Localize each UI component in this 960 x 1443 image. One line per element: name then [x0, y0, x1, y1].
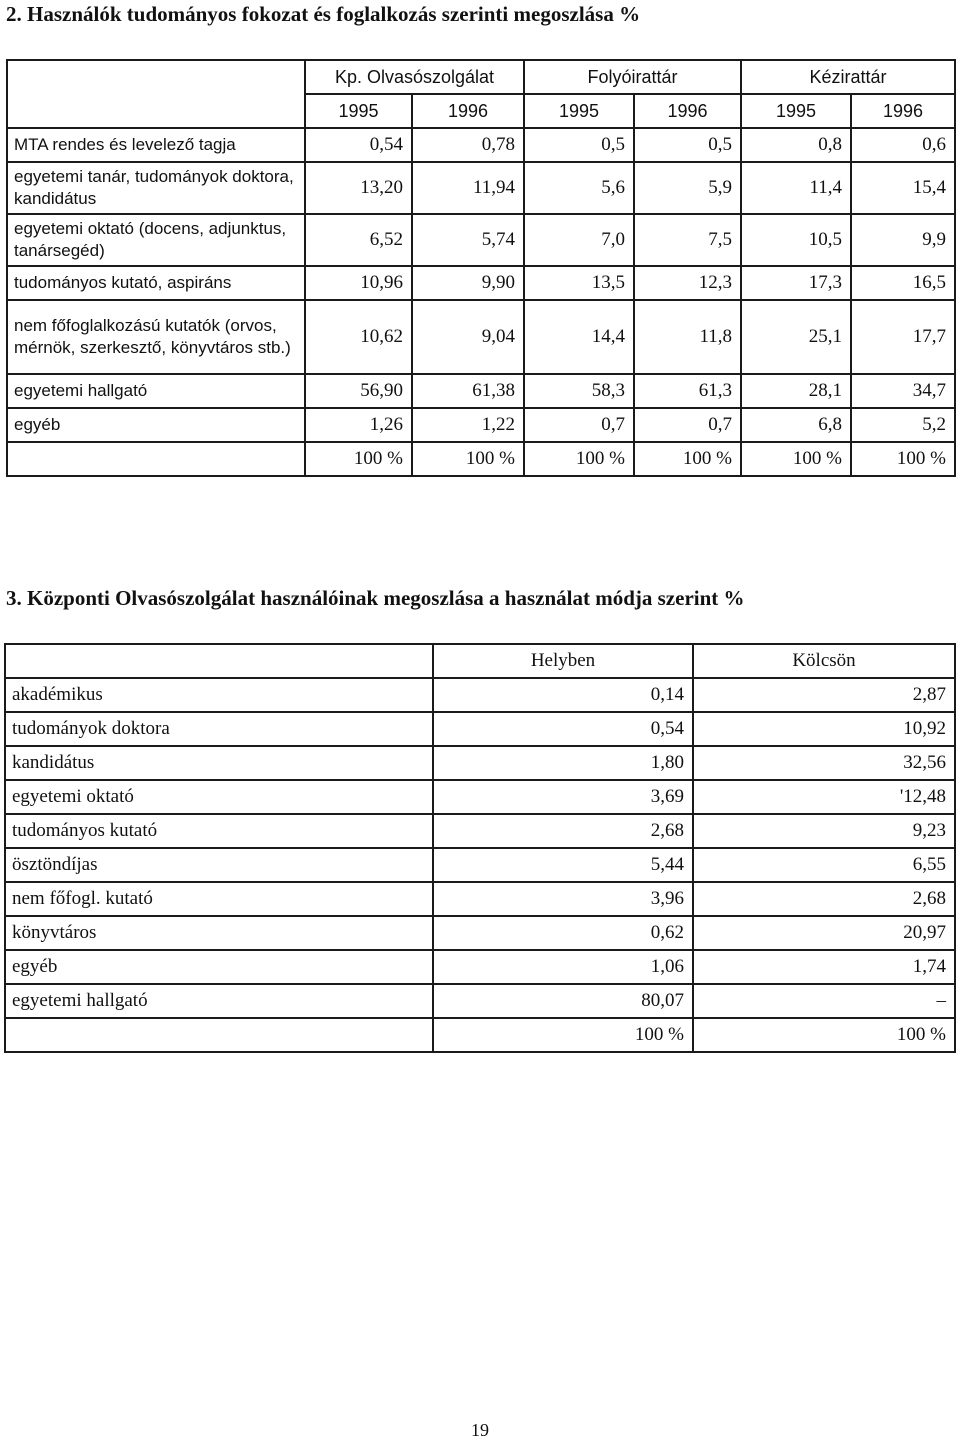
cell-value: 6,55 — [693, 848, 955, 882]
cell-value: 17,3 — [741, 266, 851, 300]
cell-value: 1,26 — [305, 408, 412, 442]
page-number: 19 — [471, 1420, 489, 1440]
cell-value: 56,90 — [305, 374, 412, 408]
cell-value: 0,78 — [412, 128, 524, 162]
cell-value: 7,5 — [634, 214, 741, 266]
cell-value: 9,9 — [851, 214, 955, 266]
cell-value: 17,7 — [851, 300, 955, 374]
year-header: 1995 — [741, 94, 851, 128]
table-row — [5, 916, 955, 950]
total-value: 100 % — [741, 442, 851, 476]
table-row — [5, 814, 955, 848]
total-value: 100 % — [524, 442, 634, 476]
cell-value: 2,87 — [693, 678, 955, 712]
cell-value: 12,3 — [634, 266, 741, 300]
table2-totals-row — [5, 1018, 955, 1052]
year-header: 1996 — [634, 94, 741, 128]
table-row — [7, 128, 955, 162]
cell-value: 9,23 — [693, 814, 955, 848]
cell-value: 15,4 — [851, 162, 955, 214]
cell-value: 10,92 — [693, 712, 955, 746]
year-header: 1995 — [524, 94, 634, 128]
cell-value: 5,6 — [524, 162, 634, 214]
cell-value: 0,8 — [741, 128, 851, 162]
table-row — [5, 882, 955, 916]
table-row — [7, 300, 955, 374]
cell-value: 0,54 — [433, 712, 693, 746]
cell-value: 61,38 — [412, 374, 524, 408]
cell-value: 0,54 — [305, 128, 412, 162]
cell-value: '12,48 — [693, 780, 955, 814]
cell-value: 58,3 — [524, 374, 634, 408]
table1-corner-cell — [7, 60, 305, 128]
table-row — [5, 984, 955, 1018]
cell-value: 5,9 — [634, 162, 741, 214]
cell-value: 0,7 — [634, 408, 741, 442]
cell-value: 7,0 — [524, 214, 634, 266]
group-header: Folyóirattár — [524, 60, 741, 94]
cell-value: 0,6 — [851, 128, 955, 162]
total-value: 100 % — [634, 442, 741, 476]
table-row — [5, 848, 955, 882]
cell-value: 11,8 — [634, 300, 741, 374]
row-label: egyetemi hallgató — [7, 374, 305, 408]
table-row — [7, 214, 955, 266]
cell-value: 5,74 — [412, 214, 524, 266]
table-row — [7, 266, 955, 300]
cell-value: 0,14 — [433, 678, 693, 712]
cell-value: 32,56 — [693, 746, 955, 780]
cell-value: 1,80 — [433, 746, 693, 780]
cell-value: 16,5 — [851, 266, 955, 300]
column-header: Helyben — [433, 644, 693, 678]
row-label: nem főfoglalkozású kutatók (orvos, mérnök, szerkesztő, könyvtáros stb.) — [7, 300, 305, 374]
total-value: 100 % — [305, 442, 412, 476]
table2-title: 3. Központi Olvasószolgálat használóinak megoszlása a használat módja szerint % — [6, 586, 745, 610]
cell-value: 13,20 — [305, 162, 412, 214]
row-label: egyetemi tanár, tudományok doktora, kandidátus — [7, 162, 305, 214]
year-header: 1996 — [851, 94, 955, 128]
cell-value: 80,07 — [433, 984, 693, 1018]
cell-value: 10,96 — [305, 266, 412, 300]
cell-value: 10,5 — [741, 214, 851, 266]
total-value: 100 % — [433, 1018, 693, 1052]
cell-value: 1,22 — [412, 408, 524, 442]
cell-value: 3,96 — [433, 882, 693, 916]
cell-value: 1,06 — [433, 950, 693, 984]
row-label: tudományok doktora — [5, 712, 433, 746]
cell-value: 13,5 — [524, 266, 634, 300]
table-usage-by-mode — [4, 643, 956, 1053]
table-row — [7, 408, 955, 442]
row-label: nem főfogl. kutató — [5, 882, 433, 916]
table2-header-row — [5, 644, 955, 678]
table-row — [5, 780, 955, 814]
row-label: MTA rendes és levelező tagja — [7, 128, 305, 162]
total-value: 100 % — [412, 442, 524, 476]
row-label: kandidátus — [5, 746, 433, 780]
row-label: egyetemi oktató — [5, 780, 433, 814]
row-label: akadémikus — [5, 678, 433, 712]
year-header: 1996 — [412, 94, 524, 128]
cell-value: 9,90 — [412, 266, 524, 300]
cell-value: 11,94 — [412, 162, 524, 214]
table1-totals-row — [7, 442, 955, 476]
table1-title: 2. Használók tudományos fokozat és foglalkozás szerinti megoszlása % — [6, 2, 641, 26]
cell-value: 11,4 — [741, 162, 851, 214]
cell-value: 10,62 — [305, 300, 412, 374]
cell-value: 5,2 — [851, 408, 955, 442]
cell-value: 3,69 — [433, 780, 693, 814]
totals-label-cell — [7, 442, 305, 476]
total-value: 100 % — [693, 1018, 955, 1052]
cell-value: 6,8 — [741, 408, 851, 442]
cell-value: 0,7 — [524, 408, 634, 442]
row-label: könyvtáros — [5, 916, 433, 950]
cell-value: 0,5 — [524, 128, 634, 162]
cell-value: 5,44 — [433, 848, 693, 882]
cell-value: 0,62 — [433, 916, 693, 950]
group-header: Kézirattár — [741, 60, 955, 94]
cell-value: 34,7 — [851, 374, 955, 408]
totals-label-cell — [5, 1018, 433, 1052]
table-row — [5, 712, 955, 746]
cell-value: 0,5 — [634, 128, 741, 162]
table-row — [5, 678, 955, 712]
cell-value: 2,68 — [433, 814, 693, 848]
column-header: Kölcsön — [693, 644, 955, 678]
cell-value: 61,3 — [634, 374, 741, 408]
cell-value: 25,1 — [741, 300, 851, 374]
row-label: egyetemi hallgató — [5, 984, 433, 1018]
table-row — [7, 374, 955, 408]
cell-value: – — [693, 984, 955, 1018]
table-usage-by-degree — [6, 59, 956, 477]
cell-value: 6,52 — [305, 214, 412, 266]
table1-group-header-row — [7, 60, 955, 94]
cell-value: 14,4 — [524, 300, 634, 374]
table-row — [5, 950, 955, 984]
row-label: tudományos kutató — [5, 814, 433, 848]
cell-value: 1,74 — [693, 950, 955, 984]
cell-value: 28,1 — [741, 374, 851, 408]
row-label: ösztöndíjas — [5, 848, 433, 882]
year-header: 1995 — [305, 94, 412, 128]
row-label: tudományos kutató, aspiráns — [7, 266, 305, 300]
row-label: egyéb — [7, 408, 305, 442]
group-header: Kp. Olvasószolgálat — [305, 60, 524, 94]
table-row — [7, 162, 955, 214]
row-label: egyetemi oktató (docens, adjunktus, tanársegéd) — [7, 214, 305, 266]
table-row — [5, 746, 955, 780]
cell-value: 2,68 — [693, 882, 955, 916]
row-label: egyéb — [5, 950, 433, 984]
cell-value: 9,04 — [412, 300, 524, 374]
table2-corner-cell — [5, 644, 433, 678]
cell-value: 20,97 — [693, 916, 955, 950]
total-value: 100 % — [851, 442, 955, 476]
